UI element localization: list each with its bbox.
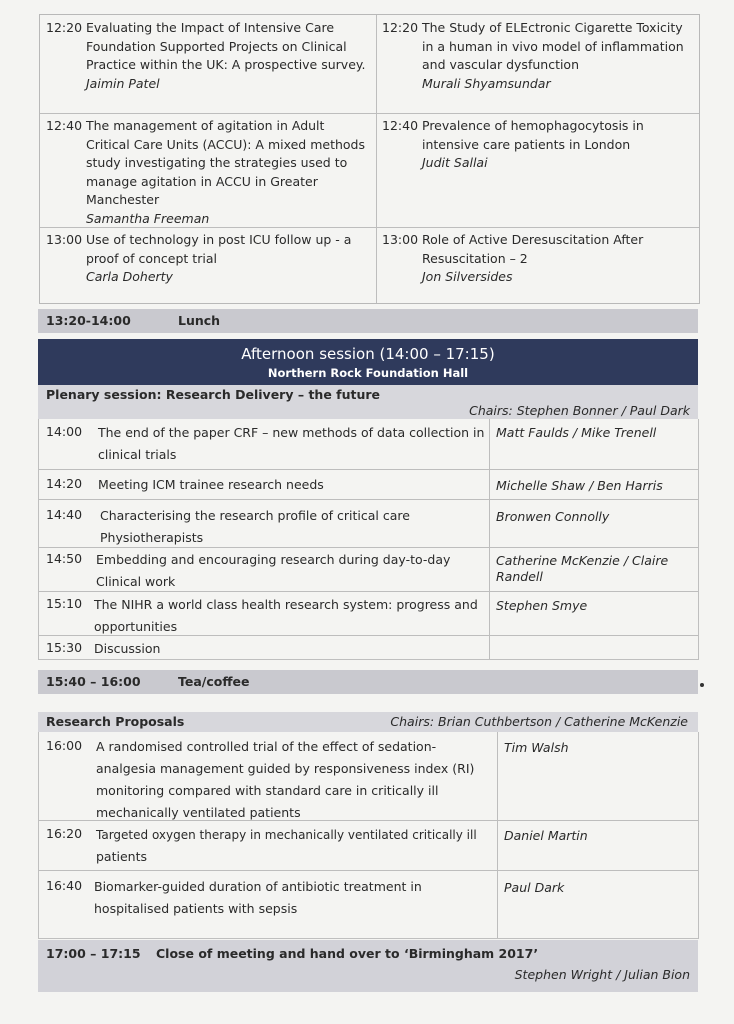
item-speaker: Matt Faulds / Mike Trenell [496, 425, 657, 440]
item-time: 14:40 [46, 507, 83, 522]
item-speaker: Paul Dark [504, 880, 565, 895]
talk-author: Murali Shyamsundar [422, 75, 551, 91]
item-time: 16:40 [46, 878, 83, 893]
afternoon-session-header [38, 339, 698, 385]
talk-title: The Study of ELEctronic Cigarette Toxicity [422, 20, 683, 35]
talk-time: 12:20 [46, 20, 83, 35]
item-time: 16:20 [46, 826, 83, 841]
item-speaker: Michelle Shaw / Ben Harris [496, 478, 663, 493]
close-bar [38, 940, 698, 992]
talk-time: 12:40 [382, 118, 419, 133]
item-title: Discussion [94, 641, 161, 656]
item-speaker: Tim Walsh [504, 740, 569, 755]
talk-title: The management of agitation in Adult [86, 118, 325, 133]
talk-title: Role of Active Deresuscitation After [422, 232, 644, 247]
lunch-label: Lunch [178, 313, 221, 328]
lunch-time: 13:20-14:00 [46, 313, 131, 328]
item-title: analgesia management guided by responsiveness index (RI) [96, 761, 475, 776]
item-time: 16:00 [46, 738, 83, 753]
talk-cell [376, 227, 699, 291]
tea-label: Tea/coffee [178, 674, 250, 689]
item-title: Physiotherapists [100, 530, 204, 545]
item-time: 15:10 [46, 596, 83, 611]
plenary-item [38, 505, 698, 549]
talk-cell [376, 15, 699, 97]
talk-cell [376, 113, 699, 177]
talk-author: Jon Silversides [422, 269, 513, 284]
afternoon-session-title: Afternoon session (14:00 – 17:15) [241, 345, 495, 363]
talk-title: study investigating the strategies used to [86, 155, 348, 170]
item-title: Clinical work [96, 574, 176, 589]
morning-talks-table [39, 14, 700, 304]
talk-author: Samantha Freeman [86, 210, 210, 226]
item-title: Biomarker-guided duration of antibiotic treatment in [94, 879, 422, 894]
talk-cell [40, 227, 376, 291]
plenary-header [38, 385, 698, 419]
tea-bar [38, 670, 698, 694]
item-time: 14:00 [46, 424, 83, 439]
lunch-bar [38, 309, 698, 333]
proposals-title: Research Proposals [46, 714, 185, 729]
item-title: Characterising the research profile of critical care [100, 508, 410, 523]
talk-title: Foundation Supported Projects on Clinical [86, 38, 347, 54]
talk-title: Use of technology in post ICU follow up - a [86, 232, 352, 247]
talk-time: 13:00 [46, 232, 83, 247]
talk-title: Prevalence of hemophagocytosis in [422, 118, 644, 133]
proposal-item [38, 824, 698, 872]
plenary-item [38, 474, 698, 502]
talk-title: and vascular dysfunction [422, 57, 580, 72]
plenary-item [38, 549, 698, 593]
talk-title: Resuscitation – 2 [422, 250, 528, 266]
proposals-chairs: Chairs: Brian Cuthbertson / Catherine McKenzie [390, 714, 688, 729]
talk-author: Jaimin Patel [86, 75, 160, 91]
close-time: 17:00 – 17:15 [46, 946, 141, 961]
item-title: Targeted oxygen therapy in mechanically ventilated critically ill [96, 828, 477, 842]
item-title: monitoring compared with standard care in critically ill [96, 783, 439, 798]
proposal-item [38, 736, 698, 822]
item-title: clinical trials [98, 447, 177, 462]
item-speaker: Stephen Smye [496, 598, 588, 613]
item-time: 14:50 [46, 551, 83, 566]
talk-title: proof of concept trial [86, 250, 217, 266]
talk-title: Manchester [86, 192, 160, 207]
close-speakers: Stephen Wright / Julian Bion [514, 967, 690, 982]
item-speaker: Bronwen Connolly [496, 509, 610, 524]
item-time: 15:30 [46, 640, 83, 655]
item-title: A randomised controlled trial of the effect of sedation- [96, 739, 437, 754]
proposal-item [38, 876, 698, 924]
item-title: patients [96, 849, 147, 864]
plenary-item [38, 594, 698, 638]
item-title: hospitalised patients with sepsis [94, 901, 298, 916]
item-title: Meeting ICM trainee research needs [98, 477, 324, 492]
plenary-item [38, 638, 698, 660]
talk-cell [40, 113, 376, 232]
talk-time: 12:40 [46, 118, 83, 133]
item-title: Embedding and encouraging research during day-to-day [96, 552, 451, 567]
plenary-item [38, 422, 698, 470]
talk-title: intensive care patients in London [422, 136, 631, 152]
item-time: 14:20 [46, 476, 83, 491]
talk-time: 12:20 [382, 20, 419, 35]
item-title: opportunities [94, 619, 178, 634]
close-label: Close of meeting and hand over to ‘Birmingham 2017’ [156, 946, 539, 961]
talk-title: Evaluating the Impact of Intensive Care [86, 20, 335, 35]
item-title: mechanically ventilated patients [96, 805, 301, 820]
talk-title: manage agitation in ACCU in Greater [86, 173, 318, 189]
talk-author: Judit Sallai [422, 155, 488, 170]
talk-title: in a human in vivo model of inflammation [422, 38, 684, 54]
talk-time: 13:00 [382, 232, 419, 247]
proposals-header [38, 712, 698, 732]
talk-title: Critical Care Units (ACCU): A mixed methods [86, 136, 365, 152]
item-speaker: Catherine McKenzie / Claire Randell [496, 553, 669, 584]
session-venue: Northern Rock Foundation Hall [267, 366, 469, 380]
plenary-title: Plenary session: Research Delivery – the future [46, 387, 380, 402]
talk-title: Practice within the UK: A prospective survey. [86, 57, 366, 72]
talk-cell [40, 15, 376, 97]
item-title: The NIHR a world class health research system: progress and [94, 597, 478, 612]
talk-author: Carla Doherty [86, 269, 173, 284]
item-speaker: Daniel Martin [504, 828, 588, 843]
item-title: The end of the paper CRF – new methods of data collection in [98, 425, 485, 440]
margin-dot [700, 683, 704, 687]
plenary-chairs: Chairs: Stephen Bonner / Paul Dark [469, 403, 690, 418]
tea-time: 15:40 – 16:00 [46, 674, 141, 689]
